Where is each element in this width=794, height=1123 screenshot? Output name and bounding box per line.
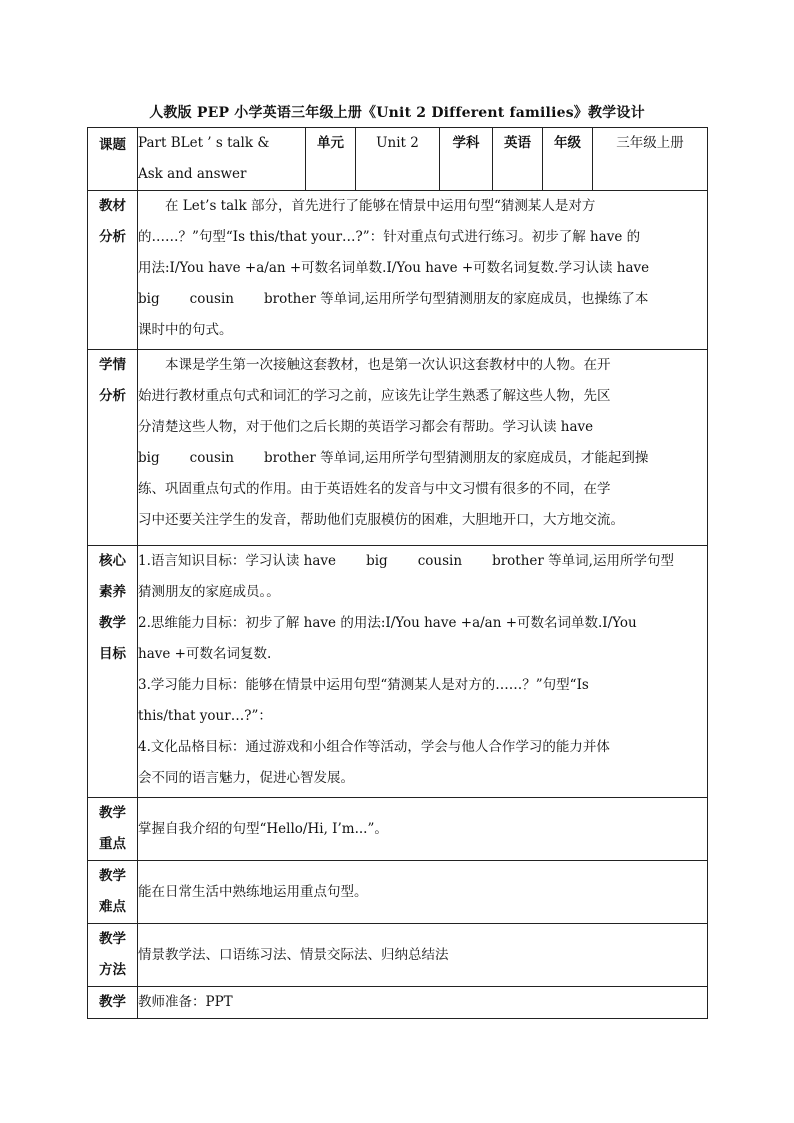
- grade-value: 三年级上册: [593, 128, 708, 191]
- goal-line: 猜测朋友的家庭成员。。: [138, 584, 280, 600]
- student-analysis-row: [88, 350, 708, 546]
- core-goals-content: [138, 546, 708, 798]
- goal-line: this/that your…?”：: [138, 708, 272, 724]
- core-goals-label: 核心 素养 教学 目标: [88, 546, 138, 798]
- difficulties-content: 能在日常生活中熟练地运用重点句型。: [138, 861, 708, 924]
- methods-row: [88, 924, 708, 987]
- textbook-analysis-content: [138, 191, 708, 350]
- preparation-row: [88, 987, 708, 1019]
- methods-label: 教学 方法: [88, 924, 138, 987]
- goal-line: 4.文化品格目标：通过游戏和小组合作等活动，学会与他人合作学习的能力并体: [138, 739, 610, 755]
- document-title: 人教版 PEP 小学英语三年级上册《Unit 2 Different families》教学设计: [149, 105, 645, 121]
- text-line: big cousin brother 等单词,运用所学句型猜测朋友的家庭成员，也操练了本: [138, 291, 649, 307]
- unit-label: 单元: [306, 128, 356, 191]
- topic-value-line: Ask and answer: [138, 166, 247, 182]
- goal-line: 3.学习能力目标：能够在情景中运用句型“猜测某人是对方的……？”句型“Is: [138, 677, 589, 693]
- preparation-content: 教师准备：PPT: [138, 987, 708, 1019]
- text-line: 分清楚这些人物，对于他们之后长期的英语学习都会有帮助。学习认读 have: [138, 419, 594, 435]
- text-line: big cousin brother 等单词,运用所学句型猜测朋友的家庭成员，才能起到操: [138, 450, 649, 466]
- unit-value: Unit 2: [356, 128, 440, 191]
- goal-line: have +可数名词复数.: [138, 646, 272, 662]
- text-line: 本课是学生第一次接触这套教材，也是第一次认识这套教材中的人物。在开: [165, 357, 611, 373]
- text-line: 习中还要关注学生的发音，帮助他们克服模仿的困难，大胆地开口，大方地交流。: [138, 512, 624, 528]
- goal-line: 1.语言知识目标：学习认读 have big cousin brother 等单词,运用所学句型: [138, 553, 674, 569]
- core-goals-row: [88, 546, 708, 798]
- key-points-label: 教学 重点: [88, 798, 138, 861]
- goal-line: 2.思维能力目标：初步了解 have 的用法:I/You have +a/an +可数名词单数.I/You: [138, 615, 637, 631]
- text-line: 练、巩固重点句式的作用。由于英语姓名的发音与中文习惯有很多的不同，在学: [138, 481, 611, 497]
- goal-line: 会不同的语言魅力，促进心智发展。: [138, 770, 354, 786]
- topic-value-line: Part BLet ’ s talk &: [138, 135, 270, 151]
- text-line: 用法:I/You have +a/an +可数名词单数.I/You have +可数名词复数.学习认读 have: [138, 260, 650, 276]
- subject-value: 英语: [493, 128, 543, 191]
- methods-content: 情景教学法、口语练习法、情景交际法、归纳总结法: [138, 924, 708, 987]
- textbook-analysis-row: [88, 191, 708, 350]
- preparation-label: 教学: [88, 987, 138, 1019]
- text-line: 在 Let’s talk 部分，首先进行了能够在情景中运用句型“猜测某人是对方: [165, 198, 596, 214]
- subject-label: 学科: [440, 128, 493, 191]
- header-row: [88, 128, 708, 191]
- student-analysis-label: 学情 分析: [88, 350, 138, 546]
- key-points-row: [88, 798, 708, 861]
- grade-label: 年级: [543, 128, 593, 191]
- lesson-plan-table: [87, 127, 708, 1019]
- topic-value: [138, 128, 306, 191]
- text-line: 的……？”句型“Is this/that your…?”：针对重点句式进行练习。初步了解 have 的: [138, 229, 641, 245]
- key-points-content: 掌握自我介绍的句型“Hello/Hi, I’m...”。: [138, 798, 708, 861]
- topic-label: 课题: [88, 128, 138, 191]
- student-analysis-content: [138, 350, 708, 546]
- textbook-analysis-label: 教材 分析: [88, 191, 138, 350]
- text-line: 课时中的句式。: [138, 322, 233, 338]
- text-line: 始进行教材重点句式和词汇的学习之前，应该先让学生熟悉了解这些人物，先区: [138, 388, 611, 404]
- difficulties-label: 教学 难点: [88, 861, 138, 924]
- difficulties-row: [88, 861, 708, 924]
